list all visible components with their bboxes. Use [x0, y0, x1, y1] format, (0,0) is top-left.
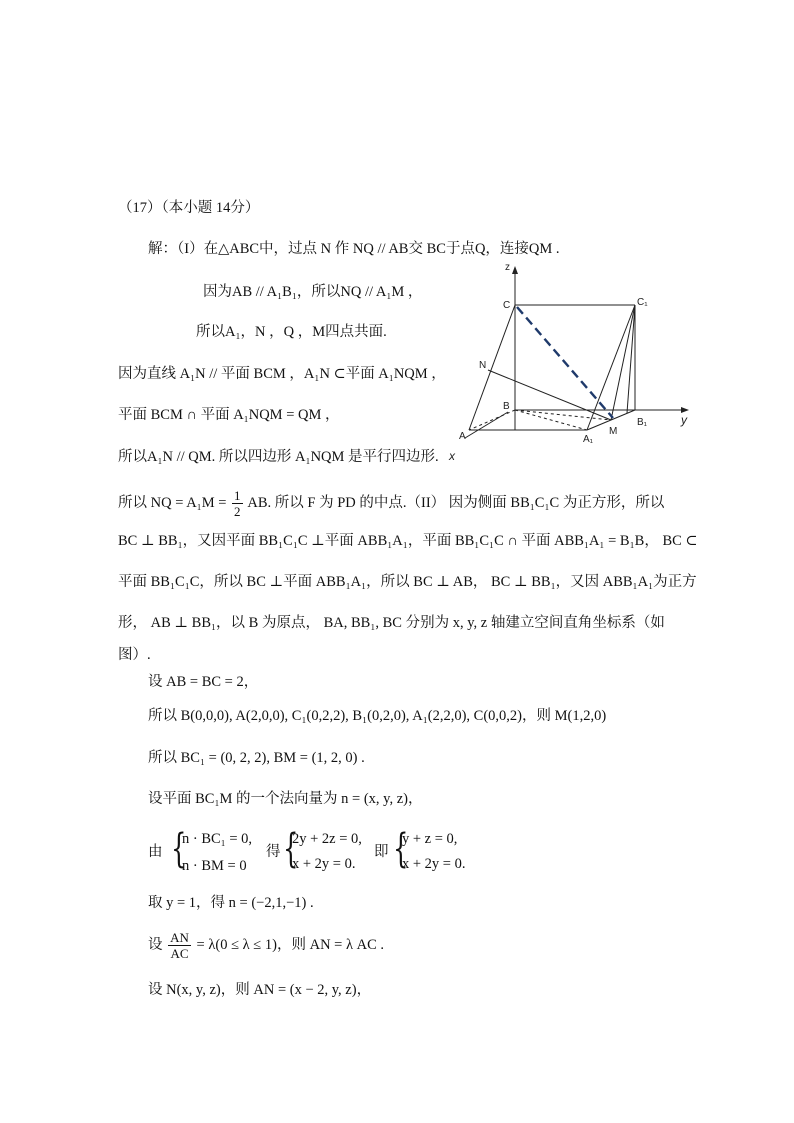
fraction-half-den: 2: [234, 504, 241, 519]
z-arrow: [512, 266, 518, 274]
label-a: A: [459, 431, 466, 442]
dash-b-a: [469, 410, 515, 430]
solution-line-17: [148, 930, 384, 961]
system-brace-2: {: [283, 826, 299, 872]
prism-figure: [445, 258, 695, 463]
solution-line-7: [118, 488, 664, 519]
dash-b-m: [515, 410, 611, 420]
ratio-tail: = λ(0 ≤ λ ≤ 1): [196, 936, 277, 953]
solution-line-18: 设 N(x, y, z)，则 AN = (x − 2, y, z)，: [148, 982, 372, 998]
label-b: B: [503, 401, 510, 412]
label-b1: B₁: [637, 417, 648, 428]
solution-line-16: 取 y = 1，得 n = (−2,1,−1) .: [148, 895, 314, 911]
system-eq-5: y + z = 0,: [402, 831, 458, 847]
solution-line-9: 平面 BB₁C₁C，所以 BC ⊥平面 ABB₁A₁，所以 BC ⊥ AB， BC ⊥ BB₁，又因 ABB₁A₁为正方: [118, 574, 697, 590]
solution-line-5: 平面 BCM ∩ 平面 A₁NQM = QM ，: [118, 407, 340, 423]
label-a1: A₁: [583, 434, 594, 445]
system-eq-4: x + 2y = 0.: [292, 856, 356, 872]
solution-line-12: 设 AB = BC = 2，: [148, 674, 259, 690]
label-c1: C₁: [637, 297, 648, 308]
solution-line-4: 因为直线 A₁N // 平面 BCM ，A₁N ⊂平面 A₁NQM ，: [118, 366, 446, 382]
ratio-lead: 设: [148, 936, 163, 953]
solution-line-13: 所以 B(0,0,0), A(2,0,0), C₁(0,2,2), B₁(0,2,0), A₁(2,2,0), C(0,0,2)，则 M(1,2,0): [148, 708, 607, 724]
problem-heading: （17）（本小题 14分）: [118, 200, 260, 216]
solution-line-8: BC ⊥ BB₁，又因平面 BB₁C₁C ⊥平面 ABB₁A₁，平面 BB₁C₁C ∩ 平面 ABB₁A₁ = B₁B， BC ⊂: [118, 533, 698, 549]
dash-b-a1: [515, 410, 587, 430]
edge-c1-m: [611, 305, 635, 420]
label-z: z: [505, 262, 510, 273]
line-7-prefix: 所以 NQ = A₁M =: [118, 494, 227, 511]
system-lead: 由: [148, 844, 163, 860]
solution-line-6: 所以A₁N // QM. 所以四边形 A₁NQM 是平行四边形.: [118, 449, 439, 465]
solution-line-3: 所以A₁，N ，Q ，M四点共面.: [196, 324, 387, 340]
ratio-num: AN: [170, 930, 189, 945]
solution-line-14: 所以 BC₁ = (0, 2, 2), BM = (1, 2, 0) .: [148, 750, 365, 766]
label-c: C: [503, 300, 511, 311]
line-7-suffix: AB. 所以 F 为 PD 的中点.（II） 因为侧面 BB₁C₁C 为正方形，所以: [247, 494, 665, 511]
line-17-suffix: ，则 AN = λ AC .: [276, 936, 385, 953]
ratio-den: AC: [170, 946, 189, 961]
edge-c1-inner: [627, 305, 635, 413]
solution-line-15: 设平面 BC₁M 的一个法向量为 n = (x, y, z)，: [148, 791, 423, 807]
solution-line-1: 解：（I）在△ABC中，过点 N 作 NQ // AB交 BC于点Q，连接QM .: [148, 241, 560, 257]
system-eq-3: 2y + 2z = 0,: [292, 831, 362, 847]
system-mid-2: 即: [374, 844, 389, 860]
label-x: x: [449, 449, 455, 463]
fraction-half: [232, 488, 243, 519]
ratio-fraction: [168, 930, 191, 961]
system-eq-6: x + 2y = 0.: [402, 856, 466, 872]
edge-c1-a1: [587, 305, 635, 430]
solution-line-2: 因为AB // A₁B₁，所以NQ // A₁M ，: [203, 284, 423, 300]
system-eq-1: n · BC₁ = 0,: [182, 831, 253, 847]
system-mid: 得: [266, 844, 281, 860]
label-y: y: [681, 413, 687, 427]
label-m: M: [609, 426, 618, 437]
system-eq-2: n · BM = 0: [182, 858, 247, 874]
solution-line-10: 形， AB ⊥ BB₁，以 B 为原点， BA, BB₁, BC 分别为 x, y, z 轴建立空间直角坐标系（如: [118, 615, 665, 631]
solution-line-11: 图）.: [118, 647, 151, 663]
label-n: N: [479, 360, 487, 371]
system-brace-3: {: [393, 826, 409, 872]
fraction-half-num: 1: [234, 488, 241, 503]
system-brace-1: {: [171, 826, 187, 872]
